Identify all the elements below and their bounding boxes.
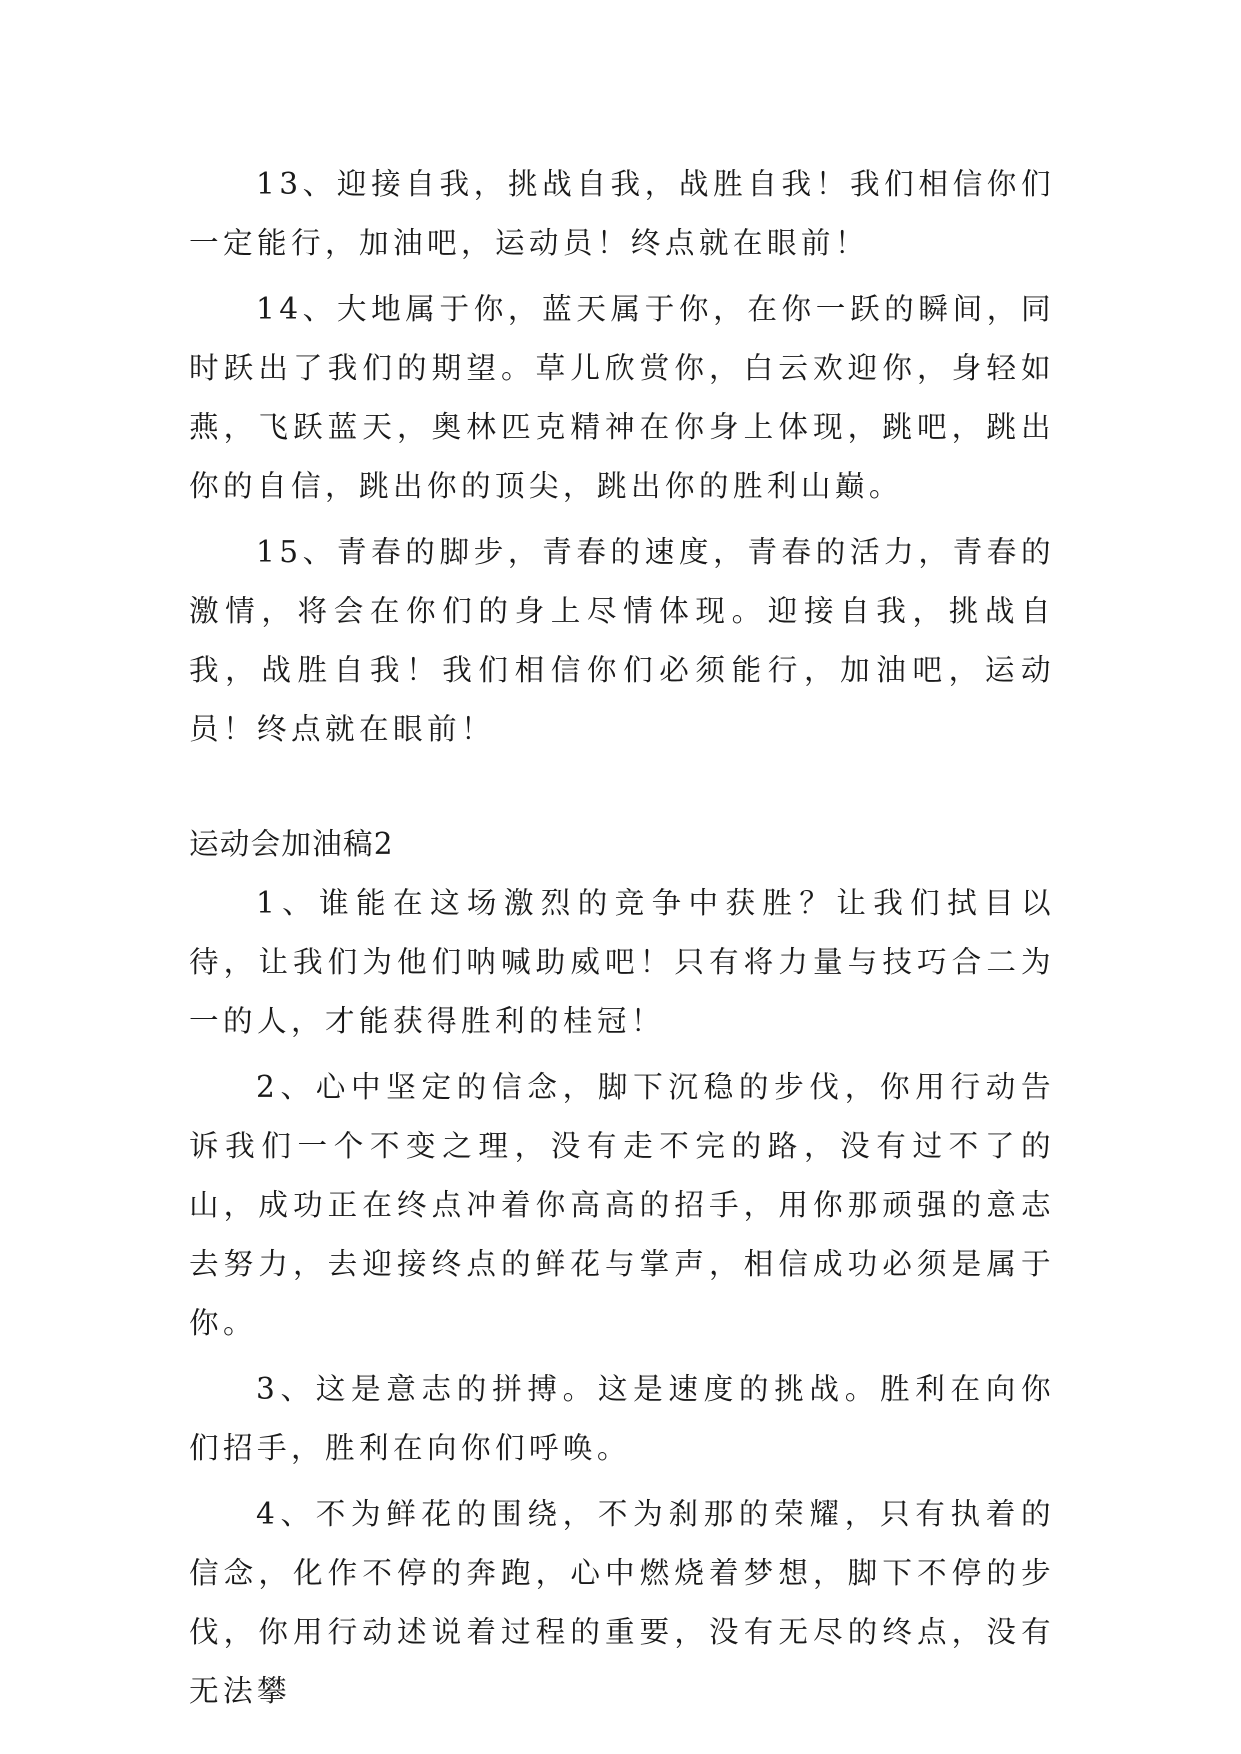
paragraph-3: 3、这是意志的拼搏。这是速度的挑战。胜利在向你们招手，胜利在向你们呼唤。	[189, 1372, 1055, 1465]
section-2	[189, 815, 1055, 1721]
section-heading: 运动会加油稿2	[189, 827, 394, 861]
paragraph-4: 4、不为鲜花的围绕，不为刹那的荣耀，只有执着的信念，化作不停的奔跑，心中燃烧着梦想，脚下不停的步伐，你用行动述说着过程的重要，没有无尽的终点，没有无法攀	[189, 1497, 1055, 1708]
paragraph-1: 1、谁能在这场激烈的竞争中获胜？让我们拭目以待，让我们为他们呐喊助威吧！只有将力量与技巧合二为一的人，才能获得胜利的桂冠！	[189, 886, 1055, 1038]
paragraph-15: 15、青春的脚步，青春的速度，青春的活力，青春的激情，将会在你们的身上尽情体现。迎接自我，挑战自我，战胜自我！我们相信你们必须能行，加油吧，运动员！终点就在眼前！	[189, 535, 1055, 746]
section-1	[189, 155, 1055, 759]
paragraph-2: 2、心中坚定的信念，脚下沉稳的步伐，你用行动告诉我们一个不变之理，没有走不完的路，没有过不了的山，成功正在终点冲着你高高的招手，用你那顽强的意志去努力，去迎接终点的鲜花与掌声，相信成功必须是属于你。	[189, 1070, 1055, 1340]
paragraph-13: 13、迎接自我，挑战自我，战胜自我！我们相信你们一定能行，加油吧，运动员！终点就在眼前！	[189, 167, 1055, 260]
document-page	[189, 155, 1055, 1728]
paragraph-14: 14、大地属于你，蓝天属于你，在你一跃的瞬间，同时跃出了我们的期望。草儿欣赏你，白云欢迎你，身轻如燕，飞跃蓝天，奥林匹克精神在你身上体现，跳吧，跳出你的自信，跳出你的顶尖，跳出你的胜利山巅。	[189, 292, 1055, 503]
